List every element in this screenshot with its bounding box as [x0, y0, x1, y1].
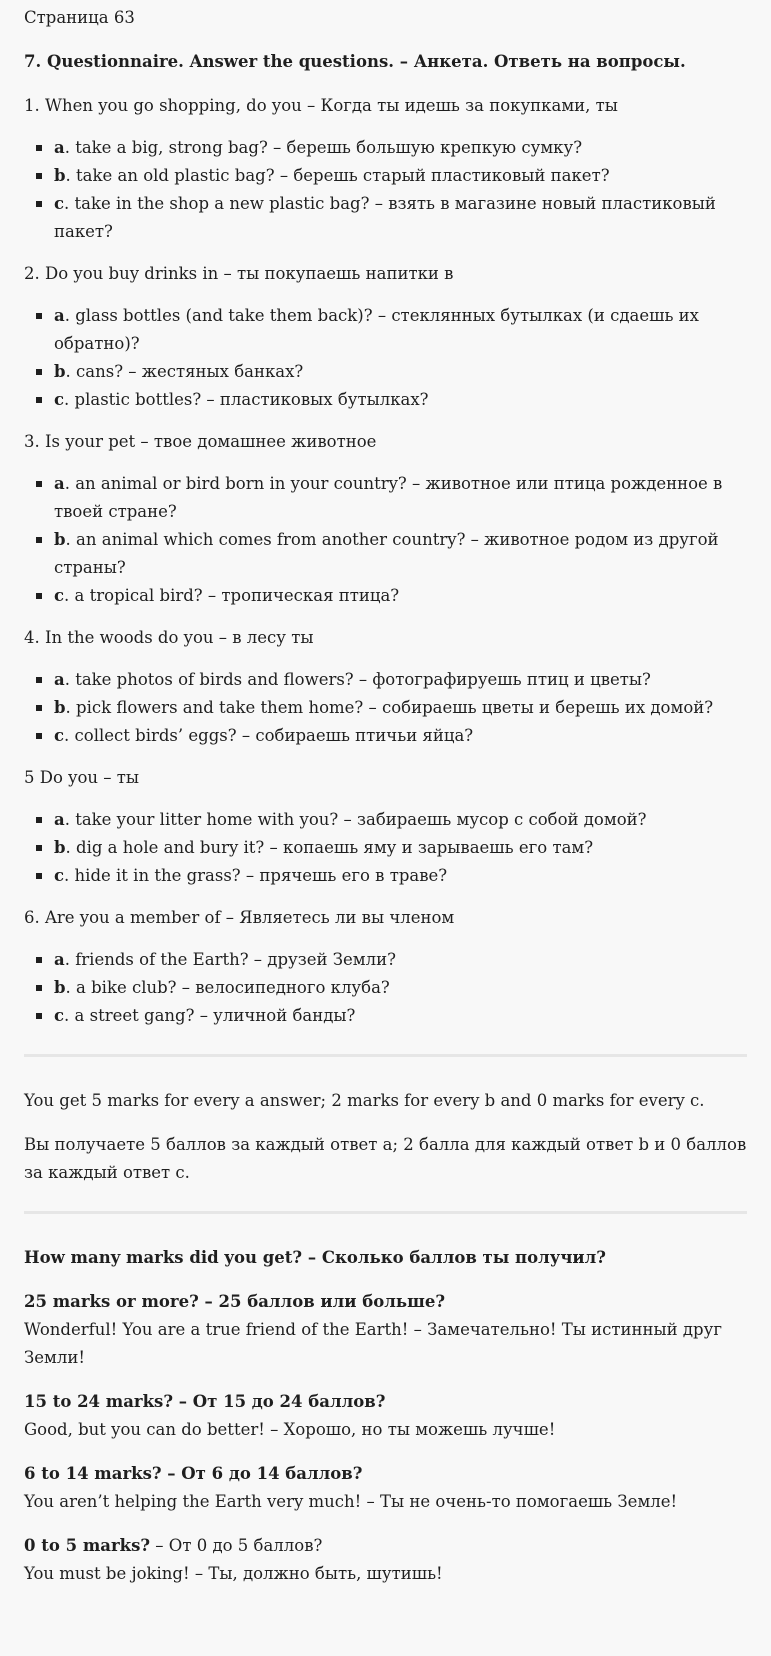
- result-range-label: 6 to 14 marks? – От 6 до 14 баллов?: [24, 1464, 363, 1483]
- result-block: [24, 1460, 747, 1516]
- questions-list: [24, 92, 747, 1030]
- option-letter: a: [54, 138, 65, 157]
- answer-option: [54, 470, 747, 526]
- option-letter: a: [54, 306, 65, 325]
- option-letter: c: [54, 726, 65, 745]
- option-text: . take an old plastic bag? – берешь старый пластиковый пакет?: [65, 166, 610, 185]
- result-text: You aren’t helping the Earth very much! – Ты не очень-то помогаешь Земле!: [24, 1492, 678, 1511]
- divider: [24, 1054, 747, 1057]
- answer-option: [54, 834, 747, 862]
- answer-option: [54, 722, 747, 750]
- option-letter: b: [54, 838, 66, 857]
- answer-option: [54, 526, 747, 582]
- question-text: 2. Do you buy drinks in – ты покупаешь напитки в: [24, 264, 454, 283]
- answer-options: [24, 946, 747, 1030]
- option-letter: b: [54, 166, 66, 185]
- option-text: . cans? – жестяных банках?: [65, 362, 304, 381]
- answer-option: [54, 666, 747, 694]
- option-text: . collect birds’ eggs? – собираешь птичьи яйца?: [64, 726, 474, 745]
- results-heading: How many marks did you get? – Сколько баллов ты получил?: [24, 1248, 606, 1267]
- answer-options: [24, 302, 747, 414]
- option-text: . take in the shop a new plastic bag? – взять в магазине новый пластиковый пакет?: [54, 194, 716, 241]
- answer-option: [54, 582, 747, 610]
- result-range-translation: – От 0 до 5 баллов?: [150, 1536, 323, 1555]
- result-block: [24, 1388, 747, 1444]
- result-block: [24, 1288, 747, 1372]
- option-text: . glass bottles (and take them back)? – стеклянных бутылках (и сдаешь их обратно)?: [54, 306, 699, 353]
- scoring-english: You get 5 marks for every a answer; 2 marks for every b and 0 marks for every c.: [24, 1091, 705, 1110]
- option-text: . a bike club? – велосипедного клуба?: [65, 978, 390, 997]
- answer-option: [54, 358, 747, 386]
- option-letter: c: [54, 390, 65, 409]
- result-range-label: 0 to 5 marks?: [24, 1536, 151, 1555]
- result-range-label: 25 marks or more? – 25 баллов или больше?: [24, 1292, 445, 1311]
- exercise-heading: 7. Questionnaire. Answer the questions. – Анкета. Ответь на вопросы.: [24, 52, 686, 71]
- option-letter: c: [54, 1006, 65, 1025]
- option-text: . an animal or bird born in your country? – животное или птица рожденное в твоей стране?: [54, 474, 723, 521]
- option-letter: c: [54, 866, 65, 885]
- option-letter: c: [54, 586, 65, 605]
- result-text: You must be joking! – Ты, должно быть, шутишь!: [24, 1564, 443, 1583]
- answer-option: [54, 134, 747, 162]
- answer-option: [54, 1002, 747, 1030]
- result-range: [24, 1460, 747, 1488]
- result-range-label: 15 to 24 marks? – От 15 до 24 баллов?: [24, 1392, 386, 1411]
- option-text: . a street gang? – уличной банды?: [64, 1006, 356, 1025]
- answer-option: [54, 694, 747, 722]
- scoring-russian: Вы получаете 5 баллов за каждый ответ а; 2 балла для каждый ответ b и 0 баллов за каждый ответ c.: [24, 1135, 747, 1182]
- question-text: 1. When you go shopping, do you – Когда ты идешь за покупками, ты: [24, 96, 618, 115]
- answer-option: [54, 386, 747, 414]
- option-text: . pick flowers and take them home? – собираешь цветы и берешь их домой?: [65, 698, 714, 717]
- answer-options: [24, 806, 747, 890]
- option-text: . take your litter home with you? – забираешь мусор с собой домой?: [64, 810, 647, 829]
- result-range: [24, 1288, 747, 1316]
- answer-options: [24, 134, 747, 246]
- question-text: 3. Is your pet – твое домашнее животное: [24, 432, 377, 451]
- divider: [24, 1211, 747, 1214]
- option-letter: c: [54, 194, 65, 213]
- option-text: . a tropical bird? – тропическая птица?: [64, 586, 400, 605]
- option-letter: b: [54, 978, 66, 997]
- result-range: [24, 1532, 747, 1560]
- page-label: Страница 63: [24, 8, 135, 27]
- option-letter: b: [54, 530, 66, 549]
- option-text: . take a big, strong bag? – берешь большую крепкую сумку?: [64, 138, 583, 157]
- answer-option: [54, 302, 747, 358]
- option-text: . plastic bottles? – пластиковых бутылках?: [64, 390, 429, 409]
- answer-options: [24, 666, 747, 750]
- option-text: . friends of the Earth? – друзей Земли?: [64, 950, 396, 969]
- option-text: . take photos of birds and flowers? – фотографируешь птиц и цветы?: [64, 670, 651, 689]
- result-text: Wonderful! You are a true friend of the Earth! – Замечательно! Ты истинный друг Земли!: [24, 1320, 722, 1367]
- option-text: . an animal which comes from another country? – животное родом из другой страны?: [54, 530, 719, 577]
- result-block: [24, 1532, 747, 1588]
- option-letter: a: [54, 670, 65, 689]
- option-letter: b: [54, 362, 66, 381]
- answer-option: [54, 190, 747, 246]
- answer-option: [54, 946, 747, 974]
- answer-options: [24, 470, 747, 610]
- result-range: [24, 1388, 747, 1416]
- answer-option: [54, 806, 747, 834]
- option-letter: a: [54, 950, 65, 969]
- question-text: 5 Do you – ты: [24, 768, 140, 787]
- result-text: Good, but you can do better! – Хорошо, но ты можешь лучше!: [24, 1420, 556, 1439]
- answer-option: [54, 862, 747, 890]
- option-letter: a: [54, 474, 65, 493]
- option-text: . hide it in the grass? – прячешь его в траве?: [64, 866, 448, 885]
- results-list: [24, 1288, 747, 1588]
- question-text: 6. Are you a member of – Являетесь ли вы членом: [24, 908, 455, 927]
- option-letter: a: [54, 810, 65, 829]
- question-text: 4. In the woods do you – в лесу ты: [24, 628, 314, 647]
- answer-option: [54, 974, 747, 1002]
- option-letter: b: [54, 698, 66, 717]
- option-text: . dig a hole and bury it? – копаешь яму и зарываешь его там?: [65, 838, 594, 857]
- answer-option: [54, 162, 747, 190]
